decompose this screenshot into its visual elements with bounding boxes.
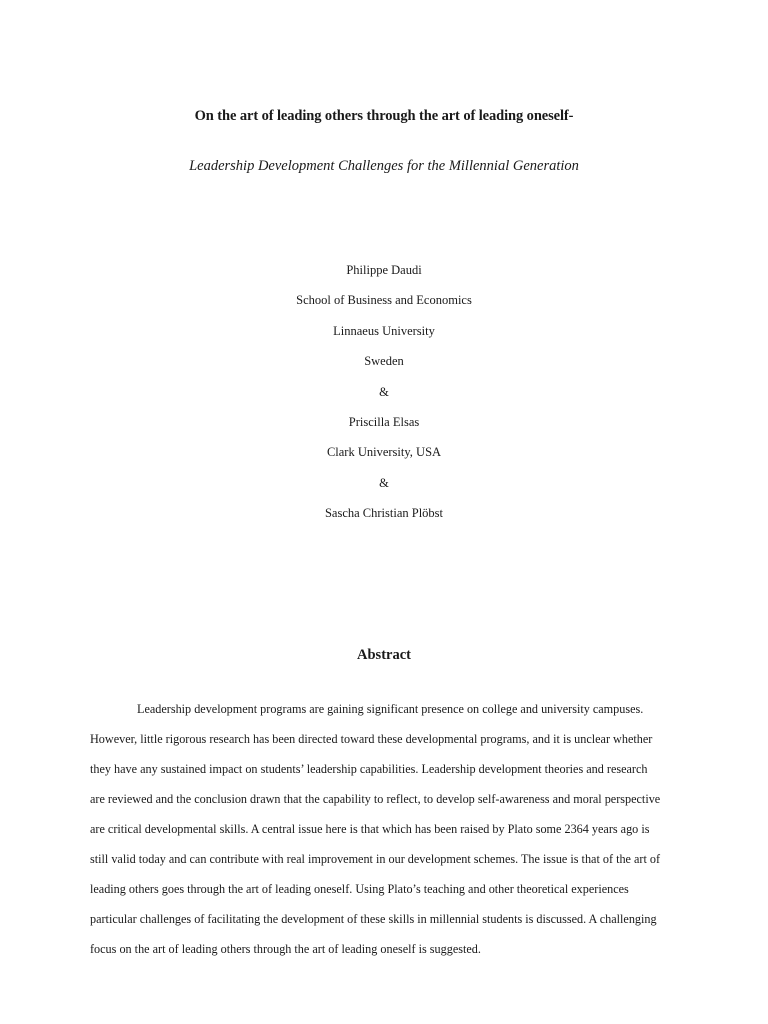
affiliation-country: Sweden	[364, 354, 404, 369]
author-separator: &	[379, 475, 389, 490]
abstract-line: Leadership development programs are gaining significant presence on college and university campuses.	[137, 702, 644, 716]
author-name: Priscilla Elsas	[348, 414, 420, 429]
abstract-line: are critical developmental skills. A central issue here is that which has been raised by Plato some 2364 years ago is	[90, 822, 650, 836]
abstract-heading: Abstract	[357, 647, 411, 663]
author-name: Sascha Christian Plöbst	[324, 506, 444, 521]
affiliation-school: School of Business and Economics	[296, 293, 472, 308]
abstract-body	[90, 694, 680, 964]
abstract-line: are reviewed and the conclusion drawn that the capability to reflect, to develop self-awareness and moral perspective	[90, 792, 661, 806]
abstract-line: they have any sustained impact on students’ leadership capabilities. Leadership development theories and research	[90, 762, 648, 776]
affiliation-university: Clark University, USA	[326, 445, 442, 460]
abstract-line: focus on the art of leading others through the art of leading oneself is suggested.	[90, 942, 481, 956]
paper-subtitle: Leadership Development Challenges for the Millennial Generation	[189, 158, 579, 174]
affiliation-university: Linnaeus University	[333, 323, 435, 338]
abstract-line: particular challenges of facilitating the development of these skills in millennial students is discussed. A challenging	[90, 912, 657, 926]
abstract-line: still valid today and can contribute with real improvement in our development schemes. The issue is that of the art of	[90, 852, 661, 866]
author-separator: &	[379, 384, 389, 399]
author-name: Philippe Daudi	[346, 263, 422, 277]
abstract-line: leading others goes through the art of leading oneself. Using Plato’s teaching and other theoretical experiences	[90, 882, 629, 896]
paper-title: On the art of leading others through the art of leading oneself-	[194, 108, 574, 124]
abstract-line: However, little rigorous research has been directed toward these developmental programs, and it is unclear whether	[90, 732, 653, 746]
author-affiliations	[0, 260, 768, 534]
